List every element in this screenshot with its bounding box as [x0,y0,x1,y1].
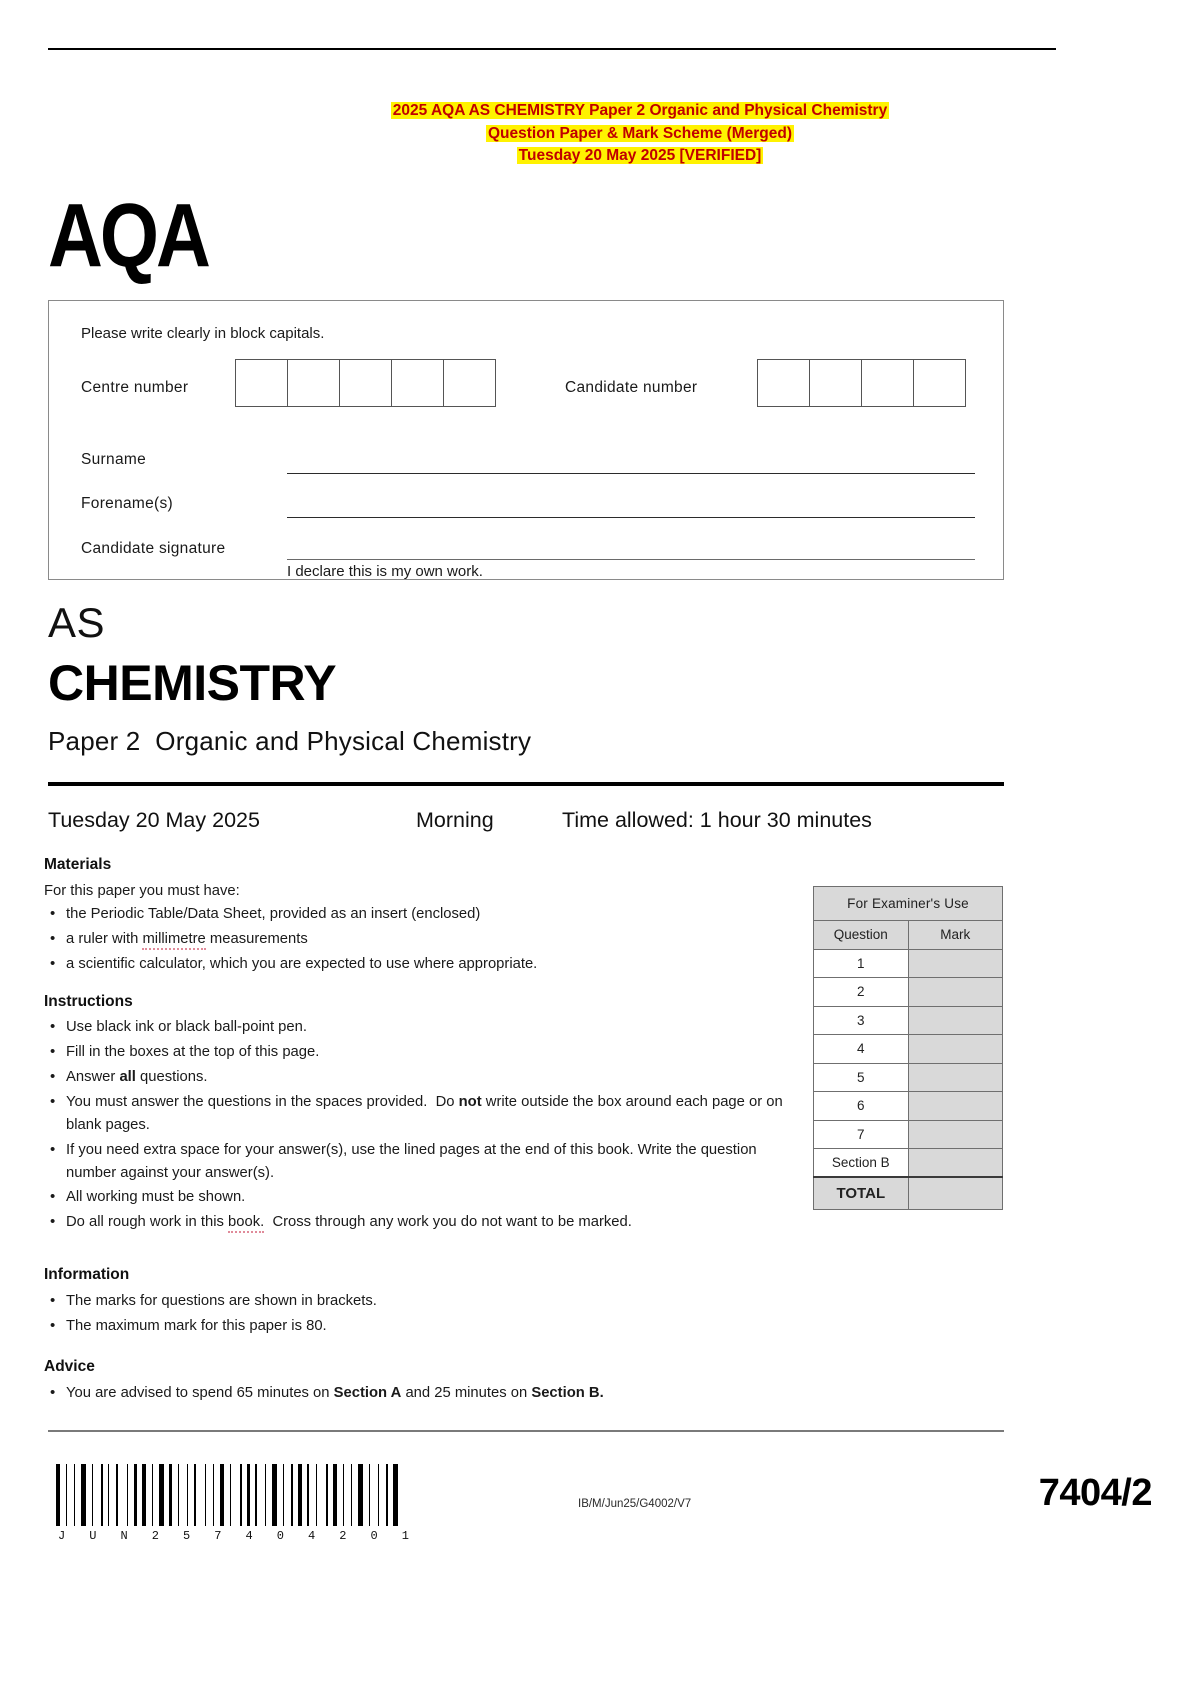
barcode-bar [339,1464,341,1526]
barcode-bar [259,1464,263,1526]
list-item: • a scientific calculator, which you are expected to use where appropriate. [44,953,804,976]
candidate-signature-label: Candidate signature [81,540,226,557]
barcode-bar [319,1464,324,1526]
barcode-bar [174,1464,176,1526]
barcode-bar [74,1464,75,1526]
barcode-bar [365,1464,367,1526]
barcode-bar [142,1464,146,1526]
barcode-bar [213,1464,214,1526]
forename-label: Forename(s) [81,495,174,512]
advice-list [44,1382,804,1405]
barcode-bar [304,1464,305,1526]
examiner-table-title: For Examiner's Use [814,887,1003,921]
barcode-bar [330,1464,331,1526]
materials-heading: Materials [44,856,112,873]
barcode-bar [307,1464,309,1526]
barcode-bar [187,1464,188,1526]
barcode-bar [220,1464,224,1526]
surname-label: Surname [81,451,146,468]
barcode-bar [95,1464,99,1526]
barcode-digit: 2 [339,1529,348,1543]
barcode-digit: 5 [183,1529,192,1543]
barcode-bar [286,1464,289,1526]
barcode-bar [279,1464,281,1526]
information-block [44,1290,744,1340]
barcode-bar [326,1464,328,1526]
candidate-details-box [48,300,1004,580]
block-capitals-instruction: Please write clearly in block capitals. [81,325,325,342]
candidate-number-input[interactable] [757,359,966,407]
list-item: • All working must be shown. [44,1186,784,1209]
declaration-text: I declare this is my own work. [287,563,483,580]
instructions-heading: Instructions [44,993,133,1010]
barcode-bar [194,1464,196,1526]
barcode-digits [58,1529,410,1543]
centre-number-char-2[interactable] [287,359,340,407]
barcode-bar [247,1464,250,1526]
doc-header-line3: Tuesday 20 May 2025 [VERIFIED] [518,147,762,165]
barcode-bar [311,1464,314,1526]
list-item: • Fill in the boxes at the top of this page. [44,1041,784,1064]
question-number: 7 [814,1120,909,1149]
candidate-number-label: Candidate number [565,379,698,396]
section-b-label: Section B [814,1149,909,1178]
mark-cell[interactable] [908,1063,1002,1092]
table-row [814,978,1003,1007]
barcode-digit: 0 [370,1529,379,1543]
doc-header-line1: 2025 AQA AS CHEMISTRY Paper 2 Organic and Physical Chemistry [392,102,888,119]
materials-block [44,880,804,978]
barcode-bar [230,1464,231,1526]
barcode-digit: 2 [151,1529,160,1543]
question-number: 3 [814,1006,909,1035]
barcode-bar [208,1464,211,1526]
list-item: • Use black ink or black ball-point pen. [44,1016,784,1039]
materials-list [44,903,804,976]
barcode-bar [372,1464,376,1526]
barcode-bar [283,1464,284,1526]
table-row-total [814,1177,1003,1209]
mark-cell[interactable] [908,1092,1002,1121]
candidate-number-char-3[interactable] [861,359,914,407]
mark-cell[interactable] [908,1006,1002,1035]
barcode-digit: 7 [214,1529,223,1543]
barcode-bar [159,1464,164,1526]
barcode-bar [354,1464,356,1526]
barcode-bar [386,1464,388,1526]
barcode-bar [252,1464,253,1526]
instructions-block [44,1016,784,1236]
table-row [814,1006,1003,1035]
barcode-digit: N [120,1529,129,1543]
barcode [56,1464,416,1526]
question-number: 2 [814,978,909,1007]
exam-date: Tuesday 20 May 2025 [48,808,260,832]
centre-number-char-3[interactable] [339,359,392,407]
barcode-digit: 4 [308,1529,317,1543]
table-row [814,1063,1003,1092]
barcode-bar [111,1464,114,1526]
centre-number-label: Centre number [81,379,189,396]
advice-heading: Advice [44,1358,95,1375]
barcode-bar [226,1464,228,1526]
barcode-bar [198,1464,203,1526]
barcode-bar [66,1464,67,1526]
footer-divider [48,1430,1004,1432]
barcode-digit: 0 [276,1529,285,1543]
list-item: • You are advised to spend 65 minutes on Section A and 25 minutes on Section B. [44,1382,804,1405]
barcode-bar [265,1464,266,1526]
barcode-bar [108,1464,109,1526]
barcode-bar [400,1464,402,1526]
question-number: 1 [814,949,909,978]
list-item: • the Periodic Table/Data Sheet, provided as an insert (enclosed) [44,903,804,926]
barcode-bar [381,1464,384,1526]
qualification-paper: Paper 2 Organic and Physical Chemistry [48,726,532,756]
barcode-digit: J [58,1529,67,1543]
barcode-digit: U [89,1529,98,1543]
barcode-bar [62,1464,64,1526]
candidate-signature-input[interactable] [287,559,975,560]
barcode-bar [244,1464,245,1526]
barcode-bar [178,1464,179,1526]
barcode-bar [393,1464,398,1526]
barcode-digit: 4 [245,1529,254,1543]
question-number: 6 [814,1092,909,1121]
barcode-bar [316,1464,317,1526]
barcode-bar [127,1464,128,1526]
examiner-col-mark: Mark [908,921,1002,950]
examiner-col-question: Question [814,921,909,950]
question-number: 4 [814,1035,909,1064]
table-row [814,1120,1003,1149]
barcode-bar [148,1464,150,1526]
centre-number-char-4[interactable] [391,359,444,407]
mark-cell[interactable] [908,1120,1002,1149]
exam-time-allowed: Time allowed: 1 hour 30 minutes [562,808,872,832]
table-row [814,1092,1003,1121]
instructions-list [44,1016,784,1234]
advice-block [44,1382,804,1407]
barcode-bar [92,1464,93,1526]
candidate-number-char-2[interactable] [809,359,862,407]
question-number: 5 [814,1063,909,1092]
spellcheck-word: millimetre [142,931,205,950]
barcode-bar [155,1464,157,1526]
list-item: • a ruler with millimetre measurements [44,928,804,951]
barcode-bar [216,1464,218,1526]
barcode-bar [233,1464,238,1526]
barcode-bar [268,1464,270,1526]
barcode-bar [181,1464,185,1526]
barcode-bar [333,1464,337,1526]
barcode-bar [272,1464,277,1526]
barcode-bar [255,1464,257,1526]
list-item: • If you need extra space for your answer(s), use the lined pages at the end of this book. Write the question number against your answer(s). [44,1139,784,1185]
barcode-bar [205,1464,206,1526]
top-divider [48,48,1056,50]
list-item: • The marks for questions are shown in brackets. [44,1290,744,1313]
barcode-bar [130,1464,132,1526]
mark-cell[interactable] [908,978,1002,1007]
candidate-number-char-4[interactable] [913,359,966,407]
barcode-bar [116,1464,118,1526]
examiner-use-table [813,886,1003,1210]
barcode-bar [378,1464,379,1526]
information-list [44,1290,744,1338]
barcode-bar [152,1464,153,1526]
spellcheck-word: book. [228,1214,264,1233]
barcode-bar [298,1464,302,1526]
barcode-bar [139,1464,140,1526]
barcode-bar [166,1464,167,1526]
forename-input[interactable] [287,517,975,518]
total-label: TOTAL [814,1177,909,1209]
barcode-bar [351,1464,352,1526]
document-header-banner [200,100,1080,168]
paper-code: 7404/2 [1038,1472,1152,1514]
list-item: • The maximum mark for this paper is 80. [44,1315,744,1338]
barcode-bar [190,1464,192,1526]
barcode-bar [358,1464,363,1526]
barcode-bar [134,1464,137,1526]
surname-input[interactable] [287,473,975,474]
qualification-subject: CHEMISTRY [48,655,337,711]
barcode-bar [81,1464,86,1526]
title-divider [48,782,1004,786]
table-row [814,1035,1003,1064]
barcode-bar [343,1464,344,1526]
list-item: • You must answer the questions in the spaces provided. Do not write outside the box around each page or on blank pages. [44,1091,784,1137]
centre-number-input[interactable] [235,359,496,407]
barcode-bar [346,1464,349,1526]
doc-header-line2: Question Paper & Mark Scheme (Merged) [487,124,793,142]
mark-cell[interactable] [908,1035,1002,1064]
barcode-bar [390,1464,391,1526]
table-row [814,1149,1003,1178]
mark-cell[interactable] [908,1149,1002,1178]
centre-number-char-1[interactable] [235,359,288,407]
barcode-bar [88,1464,90,1526]
mark-cell[interactable] [908,949,1002,978]
aqa-logo: AQA [48,186,208,287]
barcode-bar [169,1464,172,1526]
barcode-bar [295,1464,296,1526]
exam-session: Morning [416,808,494,832]
centre-number-char-5[interactable] [443,359,496,407]
total-mark-cell[interactable] [908,1177,1002,1209]
barcode-bar [56,1464,60,1526]
barcode-bar [240,1464,242,1526]
list-item: • Answer all questions. [44,1066,784,1089]
barcode-digit: 1 [401,1529,410,1543]
barcode-bar [77,1464,79,1526]
candidate-number-char-1[interactable] [757,359,810,407]
materials-intro: For this paper you must have: [44,883,240,899]
barcode-bar [291,1464,293,1526]
qualification-level: AS [48,599,106,646]
barcode-bar [105,1464,106,1526]
barcode-bar [101,1464,103,1526]
barcode-bar [69,1464,72,1526]
list-item: • Do all rough work in this book. Cross through any work you do not want to be marked. [44,1211,784,1234]
footer-reference-code: IB/M/Jun25/G4002/V7 [578,1498,692,1510]
barcode-bar [120,1464,125,1526]
information-heading: Information [44,1266,130,1283]
table-row [814,949,1003,978]
barcode-bar [369,1464,370,1526]
